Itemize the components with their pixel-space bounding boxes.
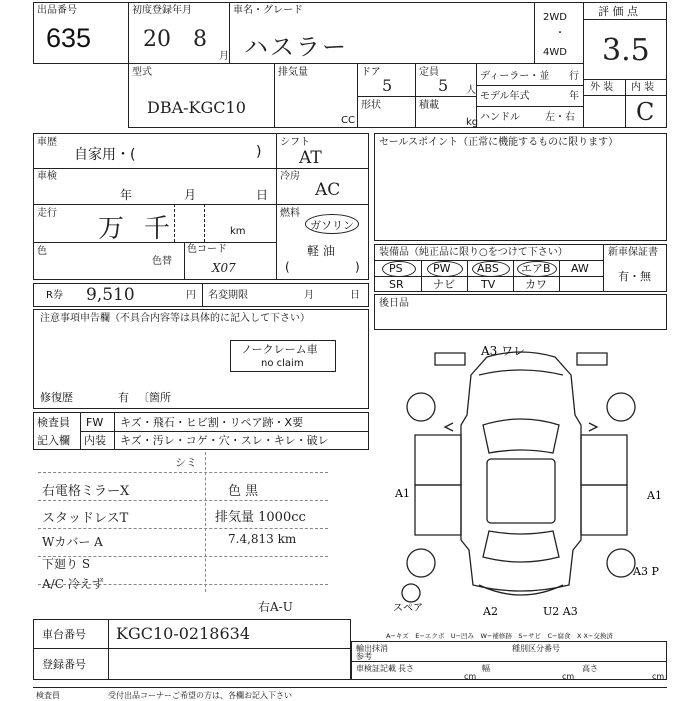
equip-ps-circle — [382, 261, 416, 277]
remark-odometer: 7.4,813 km — [228, 532, 297, 546]
equipment-label: 装備品（純正品に限り○をつけて下さい） — [379, 247, 568, 258]
type-number-label: 種別区分番号 — [512, 644, 560, 653]
registration-row — [33, 648, 351, 680]
mileage-km-unit: km — [230, 226, 246, 237]
shaken-day-unit: 日 — [256, 188, 269, 202]
aftermarket-block — [374, 294, 667, 330]
recolor-label: 色替 — [152, 256, 172, 267]
diagram-mark-rear-left: A2 — [483, 605, 498, 618]
notes-block — [33, 309, 369, 409]
capacity-cell — [415, 63, 477, 97]
chassis-number: KGC10-0218634 — [116, 624, 250, 643]
remark-line-5: A/C 冷えず — [42, 577, 104, 591]
warranty-value: 有・無 — [618, 270, 651, 283]
equip-ps: PS — [389, 262, 403, 275]
shaken-month-unit: 月 — [184, 188, 197, 202]
lot-number: 635 — [46, 23, 92, 53]
history-close: ) — [256, 144, 262, 160]
reference-block — [351, 641, 667, 680]
warranty-label: 新車保証書 — [608, 247, 658, 258]
drive-fuel-block — [276, 133, 369, 280]
diagram-mark-left: A1 — [395, 487, 410, 500]
no-claim-en: no claim — [261, 358, 304, 369]
chassis-label: 車台番号 — [42, 628, 86, 641]
displacement-label: 排気量 — [278, 67, 308, 78]
displacement-unit: CC — [341, 115, 355, 126]
name-change-limit-label: 名変期限 — [208, 290, 248, 301]
wd-separator: ・ — [555, 28, 565, 39]
vehicle-history-block — [33, 133, 277, 280]
remark-line-1: 右電格ミラーX — [42, 484, 130, 499]
registration-label: 登録番号 — [42, 658, 86, 671]
recycle-yen: 円 — [186, 290, 196, 301]
equip-leather: カワ — [525, 278, 547, 291]
width-cm: cm — [562, 672, 575, 681]
displacement-cell — [274, 63, 358, 128]
repair-place: 〔箇所 — [138, 391, 171, 404]
remark-line-2: スタッドレスT — [42, 511, 129, 526]
registration-year: 20 — [143, 27, 171, 52]
entry-label: 記入欄 — [37, 434, 70, 447]
load-unit: kg — [466, 117, 479, 128]
doors-cell — [357, 63, 416, 97]
reference-label: 参考 — [356, 652, 372, 661]
legend-text: A−キズ E−エクボ U−凹み W−補修跡 S−サビ C−腐食 X X−交換済 — [386, 632, 613, 640]
doors-value: 5 — [382, 76, 393, 95]
height-label: 高さ — [582, 664, 598, 673]
diagram-mark-right: A1 — [647, 489, 662, 502]
recycle-label: R券 — [46, 290, 63, 301]
equip-abs-circle — [472, 261, 510, 277]
registration-month-unit: 月 — [219, 51, 229, 62]
shaken-year-unit: 年 — [120, 188, 133, 202]
model-year-label: モデル年式 — [480, 91, 530, 102]
dealer-label: ディーラー・並 — [480, 71, 550, 82]
inspector-label: 検査員 — [37, 416, 70, 429]
length-cm: cm — [464, 672, 477, 681]
car-name-cell — [229, 2, 535, 64]
no-claim-stamp — [230, 340, 336, 372]
equipment-block — [374, 244, 604, 292]
equip-airbag: エアB — [521, 262, 551, 275]
footer-note: 検査員 受付出品コーナーご希望の方は、各欄お記入下さい — [36, 691, 292, 700]
mileage-man: 万 — [98, 214, 125, 244]
sales-point-label: セールスポイント（正常に機能するものに限ります） — [379, 137, 619, 148]
history-label: 車歴 — [37, 137, 57, 148]
chassis-row — [33, 619, 351, 649]
color-label: 色 — [37, 246, 47, 257]
ac-value: AC — [315, 180, 341, 200]
fw-items: キズ・飛石・ヒビ割・リペア跡・X要 — [120, 416, 304, 429]
equip-abs: ABS — [477, 262, 499, 275]
capacity-value: 5 — [438, 76, 449, 95]
fuel-paren-open: ( — [285, 260, 290, 274]
lot-number-label: 出品番号 — [37, 5, 77, 16]
equip-tv: TV — [481, 278, 496, 291]
limit-month-unit: 月 — [304, 290, 314, 301]
body-shape-cell — [357, 96, 416, 128]
equip-pw: PW — [433, 262, 451, 275]
first-registration-label: 初度登録年月 — [132, 5, 192, 16]
model-year-unit: 年 — [569, 91, 579, 102]
dealer-cell — [476, 63, 584, 128]
color-code-label: 色コード — [187, 244, 227, 255]
repair-history-label: 修復歴 — [40, 391, 73, 404]
mileage-sen: 千 — [144, 214, 171, 244]
handle-label: ハンドル — [480, 112, 520, 123]
export-label: 輸出抹消 — [356, 644, 388, 653]
overall-score: 3.5 — [602, 33, 650, 68]
fuel-value: ガソリン — [310, 219, 354, 232]
exterior-label: 外 装 — [590, 82, 614, 93]
shift-label: シフト — [280, 137, 310, 148]
score-cell — [583, 2, 667, 128]
equip-aw: AW — [571, 262, 589, 275]
diagram-mark-rear-right: A3 P — [633, 565, 659, 578]
car-name-label: 車名・グレード — [233, 5, 303, 16]
notes-label: 注意事項申告欄（不具合内容等は具体的に記入して下さい） — [40, 313, 310, 324]
color-code-value: X07 — [212, 261, 236, 275]
equip-sr: SR — [389, 278, 404, 291]
wd4-label: 4WD — [543, 47, 567, 58]
capacity-unit: 人 — [466, 85, 476, 96]
shift-value: AT — [299, 148, 322, 168]
limit-day-unit: 日 — [350, 290, 360, 301]
mileage-label: 走行 — [37, 208, 57, 219]
sales-point-block — [374, 133, 667, 241]
history-value: 自家用・( — [74, 147, 136, 163]
wd2-label: 2WD — [543, 12, 567, 23]
score-label: 評 価 点 — [598, 5, 638, 18]
drive-type-cell — [534, 2, 584, 64]
first-registration-cell — [128, 2, 230, 64]
body-shape-label: 形状 — [361, 100, 381, 111]
model-code-label: 型式 — [132, 67, 152, 78]
no-claim-jp: ノークレーム車 — [241, 343, 318, 356]
model-code: DBA-KGC10 — [147, 98, 246, 117]
lot-number-cell — [33, 2, 129, 64]
dimensions-label: 車検証記載 — [356, 664, 396, 673]
remark-stain: シミ — [175, 456, 197, 469]
recycle-fee: 9,510 — [86, 285, 135, 305]
spare-label: スペア — [393, 603, 423, 614]
diagram-mark-front: A3 ワレ — [481, 344, 526, 358]
capacity-label: 定員 — [419, 67, 439, 78]
registration-month: 8 — [193, 27, 207, 52]
inspector-block — [33, 412, 369, 450]
fuel-paren-close: ) — [355, 260, 360, 274]
interior-grade: C — [636, 98, 655, 126]
interior-check-label: 内装 — [84, 434, 106, 447]
remark-line-3: Wカバー A — [42, 535, 103, 549]
remark-seat: 右A-U — [258, 600, 293, 614]
aftermarket-label: 後日品 — [379, 298, 409, 309]
interior-label: 内 装 — [631, 82, 655, 93]
interior-check-items: キズ・汚レ・コゲ・穴・スレ・キレ・破レ — [120, 434, 329, 447]
remark-color: 色 黒 — [228, 484, 259, 499]
fuel-label: 燃料 — [280, 208, 300, 219]
load-cell — [415, 96, 477, 128]
fuel-alt: 軽 油 — [307, 244, 335, 258]
equip-airbag-circle — [517, 261, 557, 277]
fw-label: FW — [86, 416, 104, 429]
diagram-mark-rear: U2 A3 — [543, 605, 578, 618]
length-label: 長さ — [398, 664, 414, 673]
height-cm: cm — [652, 672, 665, 681]
remark-displacement: 排気量 1000cc — [215, 510, 306, 525]
width-label: 幅 — [482, 664, 490, 673]
handle-value: 左・右 — [545, 112, 575, 123]
car-name: ハスラー — [244, 33, 348, 61]
repair-history-value: 有 — [118, 391, 129, 404]
equip-pw-circle — [427, 261, 463, 277]
equip-navi: ナビ — [433, 278, 455, 291]
load-label: 積載 — [419, 100, 439, 111]
shaken-label: 車検 — [37, 171, 57, 182]
remark-line-4: 下廻り S — [42, 557, 91, 571]
model-code-cell — [128, 63, 275, 128]
dealer-unit: 行 — [569, 71, 579, 82]
warranty-block — [603, 244, 667, 292]
doors-label: ドア — [361, 67, 381, 78]
car-damage-diagram — [375, 335, 667, 620]
recycle-row — [33, 283, 369, 307]
ac-label: 冷房 — [280, 171, 300, 182]
